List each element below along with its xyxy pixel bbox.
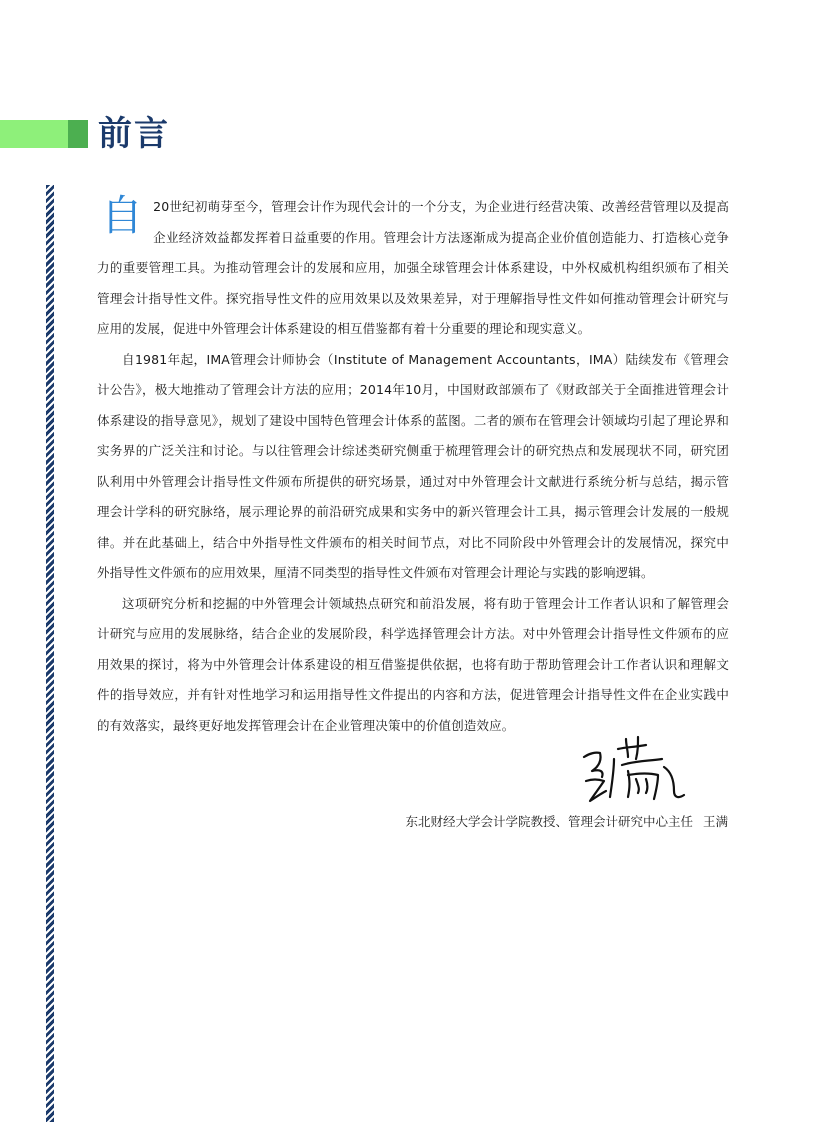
signer-name: 王满 [702, 814, 728, 829]
handwritten-signature [578, 735, 688, 807]
paragraph-1 [97, 192, 729, 345]
paragraph-3: 这项研究分析和挖掘的中外管理会计领域热点研究和前沿发展，将有助于管理会计工作者认识和了解管理会计研究与应用的发展脉络，结合企业的发展阶段，科学选择管理会计方法。对中外管理会计指导性文件颁布的应用效果的探讨，将为中外管理会计体系建设的相互借鉴提供依据，也将有助于帮助管理会计工作者认识和理解文件的指导效应，并有针对性地学习和运用指导性文件提出的内容和方法，促进管理会计指导性文件在企业实践中的有效落实，最终更好地发挥管理会计在企业管理决策中的价值创造效应。 [97, 595, 729, 733]
signer-attribution [405, 812, 728, 832]
page-title: 前言 [98, 114, 170, 154]
accent-bar-light [0, 120, 68, 148]
preface-body [97, 192, 729, 741]
paragraph-2: 自1981年起，IMA管理会计师协会（Institute of Management Accountants，IMA）陆续发布《管理会计公告》，极大地推动了管理会计方法的应用；2014年10月，中国财政部颁布了《财政部关于全面推进管理会计体系建设的指导意见》，规划了建设中国特色管理会计体系的蓝图。二者的颁布在管理会计领域均引起了理论界和实务界的广泛关注和讨论。与以往管理会计综述类研究侧重于梳理管理会计的研究热点和发展现状不同，研究团队利用中外管理会计指导性文件颁布所提供的研究场景，通过对中外管理会计文献进行系统分析与总结，揭示管理会计学科的研究脉络，展示理论界的前沿研究成果和实务中的新兴管理会计工具，揭示管理会计发展的一般规律。并在此基础上，结合中外指导性文件颁布的相关时间节点，对比不同阶段中外管理会计的发展情况，探究中外指导性文件颁布的应用效果，厘清不同类型的指导性文件颁布对管理会计理论与实践的影响逻辑。 [97, 351, 729, 580]
decorative-rope-border [46, 185, 54, 1122]
dropcap: 自 [101, 191, 144, 240]
paragraph-1-text: 20世纪初萌芽至今，管理会计作为现代会计的一个分支，为企业进行经营决策、改善经营管理以及提高企业经济效益都发挥着日益重要的作用。管理会计方法逐渐成为提高企业价值创造能力、打造核心竞争力的重要管理工具。为推动管理会计的发展和应用，加强全球管理会计体系建设，中外权威机构组织颁布了相关管理会计指导性文件。探究指导性文件的应用效果以及效果差异，对于理解指导性文件如何推动管理会计研究与应用的发展，促进中外管理会计体系建设的相互借鉴都有着十分重要的理论和现实意义。 [97, 199, 729, 336]
signer-title: 东北财经大学会计学院教授、管理会计研究中心主任 [405, 814, 693, 829]
accent-bar-dark [68, 120, 88, 148]
